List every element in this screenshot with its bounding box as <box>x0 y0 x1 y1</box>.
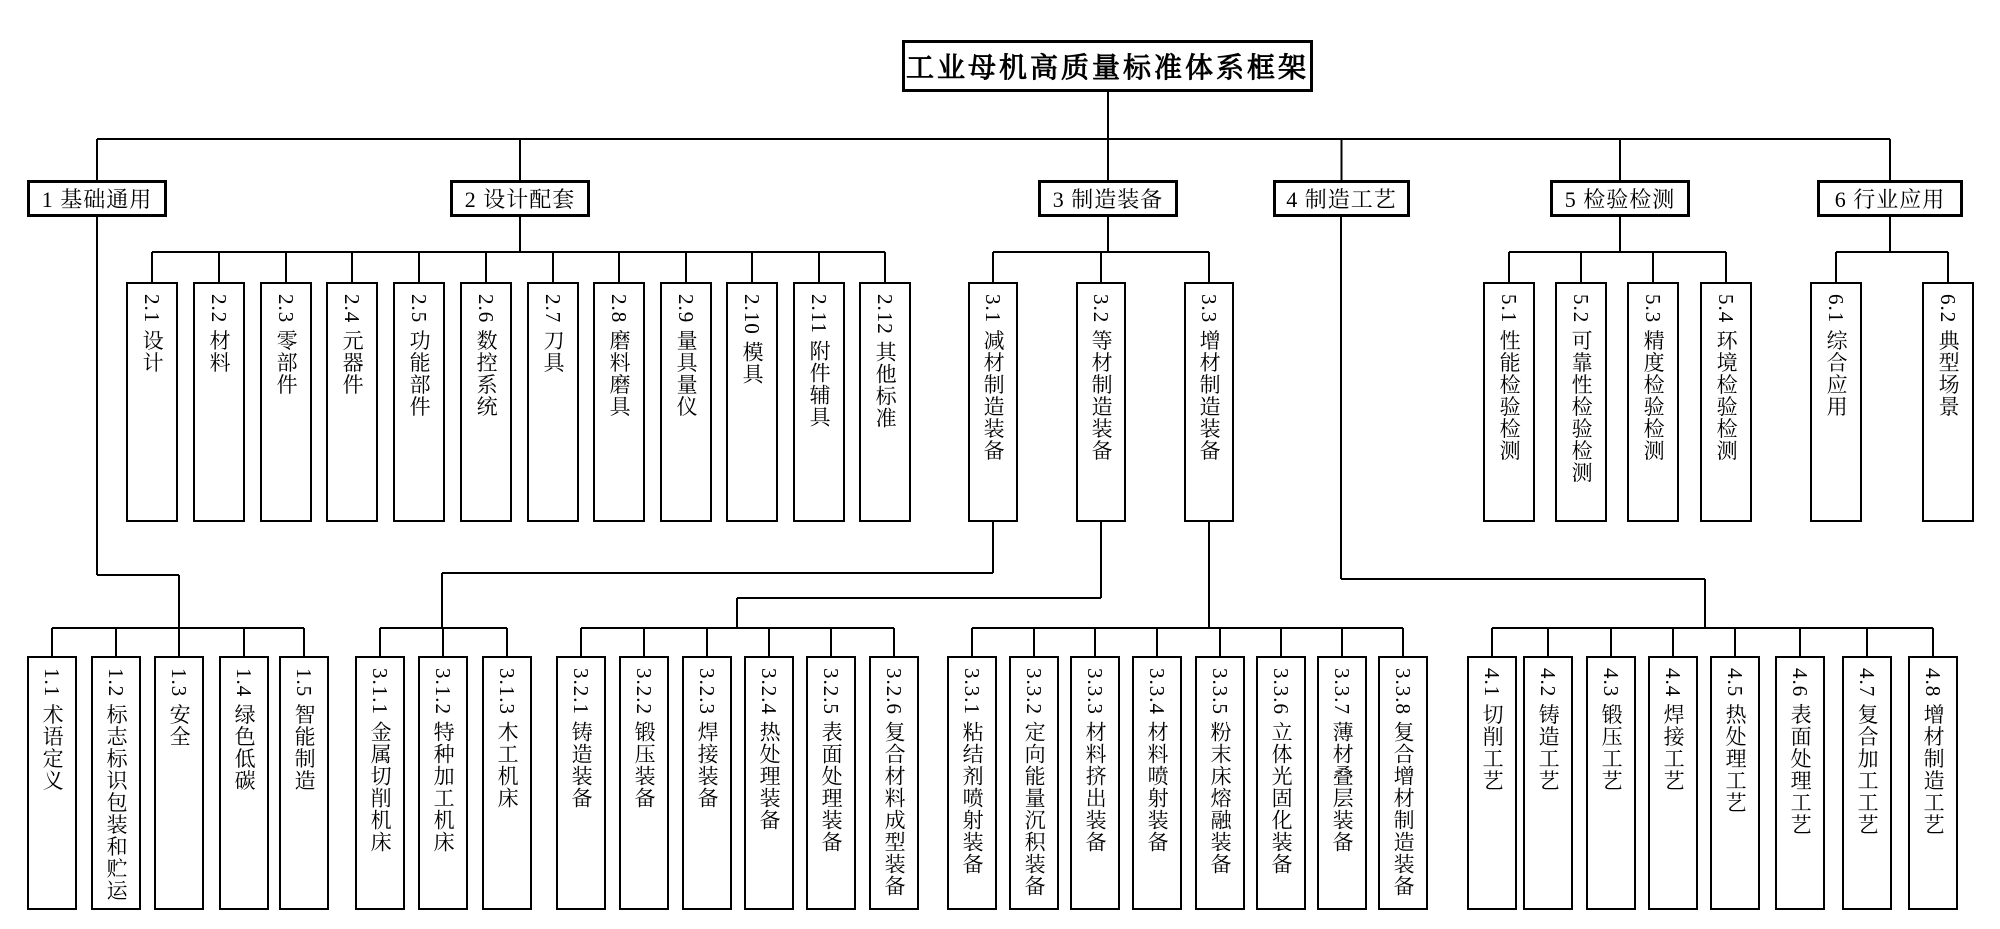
node-label-3.1.2: 3.1.2 特种加工机床 <box>431 668 456 854</box>
node-label-5: 5 检验检测 <box>1564 187 1676 212</box>
node-box-4.4 <box>1648 656 1698 910</box>
node-box-3.1.2 <box>418 656 468 910</box>
node-label-3.2.5: 3.2.5 表面处理装备 <box>819 668 844 854</box>
node-box-3.3.8 <box>1378 656 1428 910</box>
node-box-3.3.5 <box>1195 656 1245 910</box>
node-box-3.2.6 <box>869 656 919 910</box>
node-box-6.1 <box>1810 282 1862 522</box>
node-box-2.1 <box>126 282 178 522</box>
node-label-1.5: 1.5 智能制造 <box>292 668 317 792</box>
node-box-5.1 <box>1483 282 1535 522</box>
node-label-2.8: 2.8 磨料磨具 <box>607 294 632 418</box>
node-box-1.1 <box>27 656 77 910</box>
node-label-2.10: 2.10 模具 <box>740 294 765 385</box>
node-box-4.8 <box>1908 656 1958 910</box>
node-label-6.1: 6.1 综合应用 <box>1824 294 1849 418</box>
node-box-3.3 <box>1184 282 1234 522</box>
node-label-3.3.1: 3.3.1 粘结剂喷射装备 <box>960 668 985 876</box>
node-label-5.1: 5.1 性能检验检测 <box>1497 294 1522 462</box>
node-label-4.1: 4.1 切削工艺 <box>1480 668 1505 792</box>
node-label-2.3: 2.3 零部件 <box>274 294 299 396</box>
node-label-5.3: 5.3 精度检验检测 <box>1641 294 1666 462</box>
node-box-4 <box>1273 180 1410 217</box>
node-label-3.3: 3.3 增材制造装备 <box>1197 294 1222 462</box>
node-box-3.2.1 <box>556 656 606 910</box>
node-box-5.3 <box>1627 282 1679 522</box>
node-label-3.2.3: 3.2.3 焊接装备 <box>695 668 720 810</box>
node-label-2.9: 2.9 量具量仪 <box>674 294 699 418</box>
node-box-1.2 <box>91 656 141 910</box>
node-label-3.3.4: 3.3.4 材料喷射装备 <box>1145 668 1170 854</box>
node-box-1 <box>27 180 167 217</box>
node-label-3.2.6: 3.2.6 复合材料成型装备 <box>882 668 907 898</box>
node-box-3 <box>1038 180 1178 217</box>
node-box-4.5 <box>1710 656 1760 910</box>
node-label-2.2: 2.2 材料 <box>207 294 232 374</box>
node-box-2.12 <box>859 282 911 522</box>
node-box-3.3.2 <box>1009 656 1059 910</box>
node-box-2.6 <box>460 282 512 522</box>
node-box-2 <box>450 180 590 217</box>
node-label-4.4: 4.4 焊接工艺 <box>1661 668 1686 792</box>
node-box-1.4 <box>219 656 269 910</box>
node-label-2.1: 2.1 设计 <box>140 294 165 374</box>
node-box-2.8 <box>593 282 645 522</box>
node-label-2.5: 2.5 功能部件 <box>407 294 432 418</box>
node-box-3.2.5 <box>806 656 856 910</box>
node-box-2.11 <box>793 282 845 522</box>
node-label-2.11: 2.11 附件辅具 <box>807 294 832 429</box>
node-label-3.2.4: 3.2.4 热处理装备 <box>757 668 782 832</box>
node-box-4.2 <box>1523 656 1573 910</box>
node-label-4: 4 制造工艺 <box>1286 187 1397 212</box>
node-box-3.1.3 <box>482 656 532 910</box>
node-box-4.6 <box>1775 656 1825 910</box>
node-label-1.3: 1.3 安全 <box>167 668 192 748</box>
node-box-3.2 <box>1076 282 1126 522</box>
node-box-3.3.7 <box>1317 656 1367 910</box>
node-box-2.5 <box>393 282 445 522</box>
node-box-2.7 <box>527 282 579 522</box>
node-box-1.5 <box>279 656 329 910</box>
node-box-2.2 <box>193 282 245 522</box>
node-label-1.2: 1.2 标志标识包装和贮运 <box>104 668 129 902</box>
node-label-3.3.5: 3.3.5 粉末床熔融装备 <box>1208 668 1233 876</box>
node-label-3.1.3: 3.1.3 木工机床 <box>495 668 520 810</box>
node-label-2.7: 2.7 刀具 <box>541 294 566 374</box>
node-box-6 <box>1817 180 1963 217</box>
node-label-6: 6 行业应用 <box>1834 187 1946 212</box>
node-box-1.3 <box>154 656 204 910</box>
node-label-4.8: 4.8 增材制造工艺 <box>1921 668 1946 836</box>
node-label-3.3.2: 3.3.2 定向能量沉积装备 <box>1022 668 1047 898</box>
node-box-3.2.3 <box>682 656 732 910</box>
node-label-1: 1 基础通用 <box>41 187 153 212</box>
node-box-4.3 <box>1586 656 1636 910</box>
node-label-4.6: 4.6 表面处理工艺 <box>1788 668 1813 836</box>
node-label-4.5: 4.5 热处理工艺 <box>1723 668 1748 814</box>
node-box-3.2.2 <box>619 656 669 910</box>
node-box-3.3.6 <box>1256 656 1306 910</box>
node-label-5.2: 5.2 可靠性检验检测 <box>1569 294 1594 484</box>
node-label-2.6: 2.6 数控系统 <box>474 294 499 418</box>
node-label-4.3: 4.3 锻压工艺 <box>1599 668 1624 792</box>
node-label-4.2: 4.2 铸造工艺 <box>1536 668 1561 792</box>
diagram-title: 工业母机高质量标准体系框架 <box>905 53 1309 84</box>
node-box-4.1 <box>1467 656 1517 910</box>
node-label-3.1.1: 3.1.1 金属切削机床 <box>368 668 393 854</box>
node-label-2: 2 设计配套 <box>464 187 576 212</box>
node-label-3.2: 3.2 等材制造装备 <box>1089 294 1114 462</box>
node-box-3.3.1 <box>947 656 997 910</box>
node-box-3.1 <box>968 282 1018 522</box>
node-label-6.2: 6.2 典型场景 <box>1936 294 1961 418</box>
node-label-3.1: 3.1 减材制造装备 <box>981 294 1006 462</box>
node-box-3.3.3 <box>1070 656 1120 910</box>
node-box-2.9 <box>660 282 712 522</box>
node-box-3.2.4 <box>744 656 794 910</box>
node-label-3.3.3: 3.3.3 材料挤出装备 <box>1083 668 1108 854</box>
node-box-2.10 <box>726 282 778 522</box>
node-box-2.3 <box>260 282 312 522</box>
node-box-5.4 <box>1700 282 1752 522</box>
node-label-2.4: 2.4 元器件 <box>340 294 365 396</box>
node-label-3.2.2: 3.2.2 锻压装备 <box>632 668 657 810</box>
node-label-4.7: 4.7 复合加工工艺 <box>1855 668 1880 836</box>
node-label-3.3.8: 3.3.8 复合增材制造装备 <box>1391 668 1416 898</box>
node-box-6.2 <box>1922 282 1974 522</box>
node-box-3.1.1 <box>355 656 405 910</box>
node-label-1.4: 1.4 绿色低碳 <box>232 668 257 792</box>
node-box-3.3.4 <box>1132 656 1182 910</box>
node-label-3.3.6: 3.3.6 立体光固化装备 <box>1269 668 1294 876</box>
node-label-1.1: 1.1 术语定义 <box>40 668 65 792</box>
node-label-2.12: 2.12 其他标准 <box>873 294 898 429</box>
diagram-title-box <box>902 40 1313 92</box>
node-label-3: 3 制造装备 <box>1052 187 1164 212</box>
node-label-3.3.7: 3.3.7 薄材叠层装备 <box>1330 668 1355 854</box>
node-label-5.4: 5.4 环境检验检测 <box>1714 294 1739 462</box>
node-box-2.4 <box>326 282 378 522</box>
node-box-5.2 <box>1555 282 1607 522</box>
node-box-5 <box>1550 180 1690 217</box>
node-label-3.2.1: 3.2.1 铸造装备 <box>569 668 594 810</box>
node-box-4.7 <box>1842 656 1892 910</box>
